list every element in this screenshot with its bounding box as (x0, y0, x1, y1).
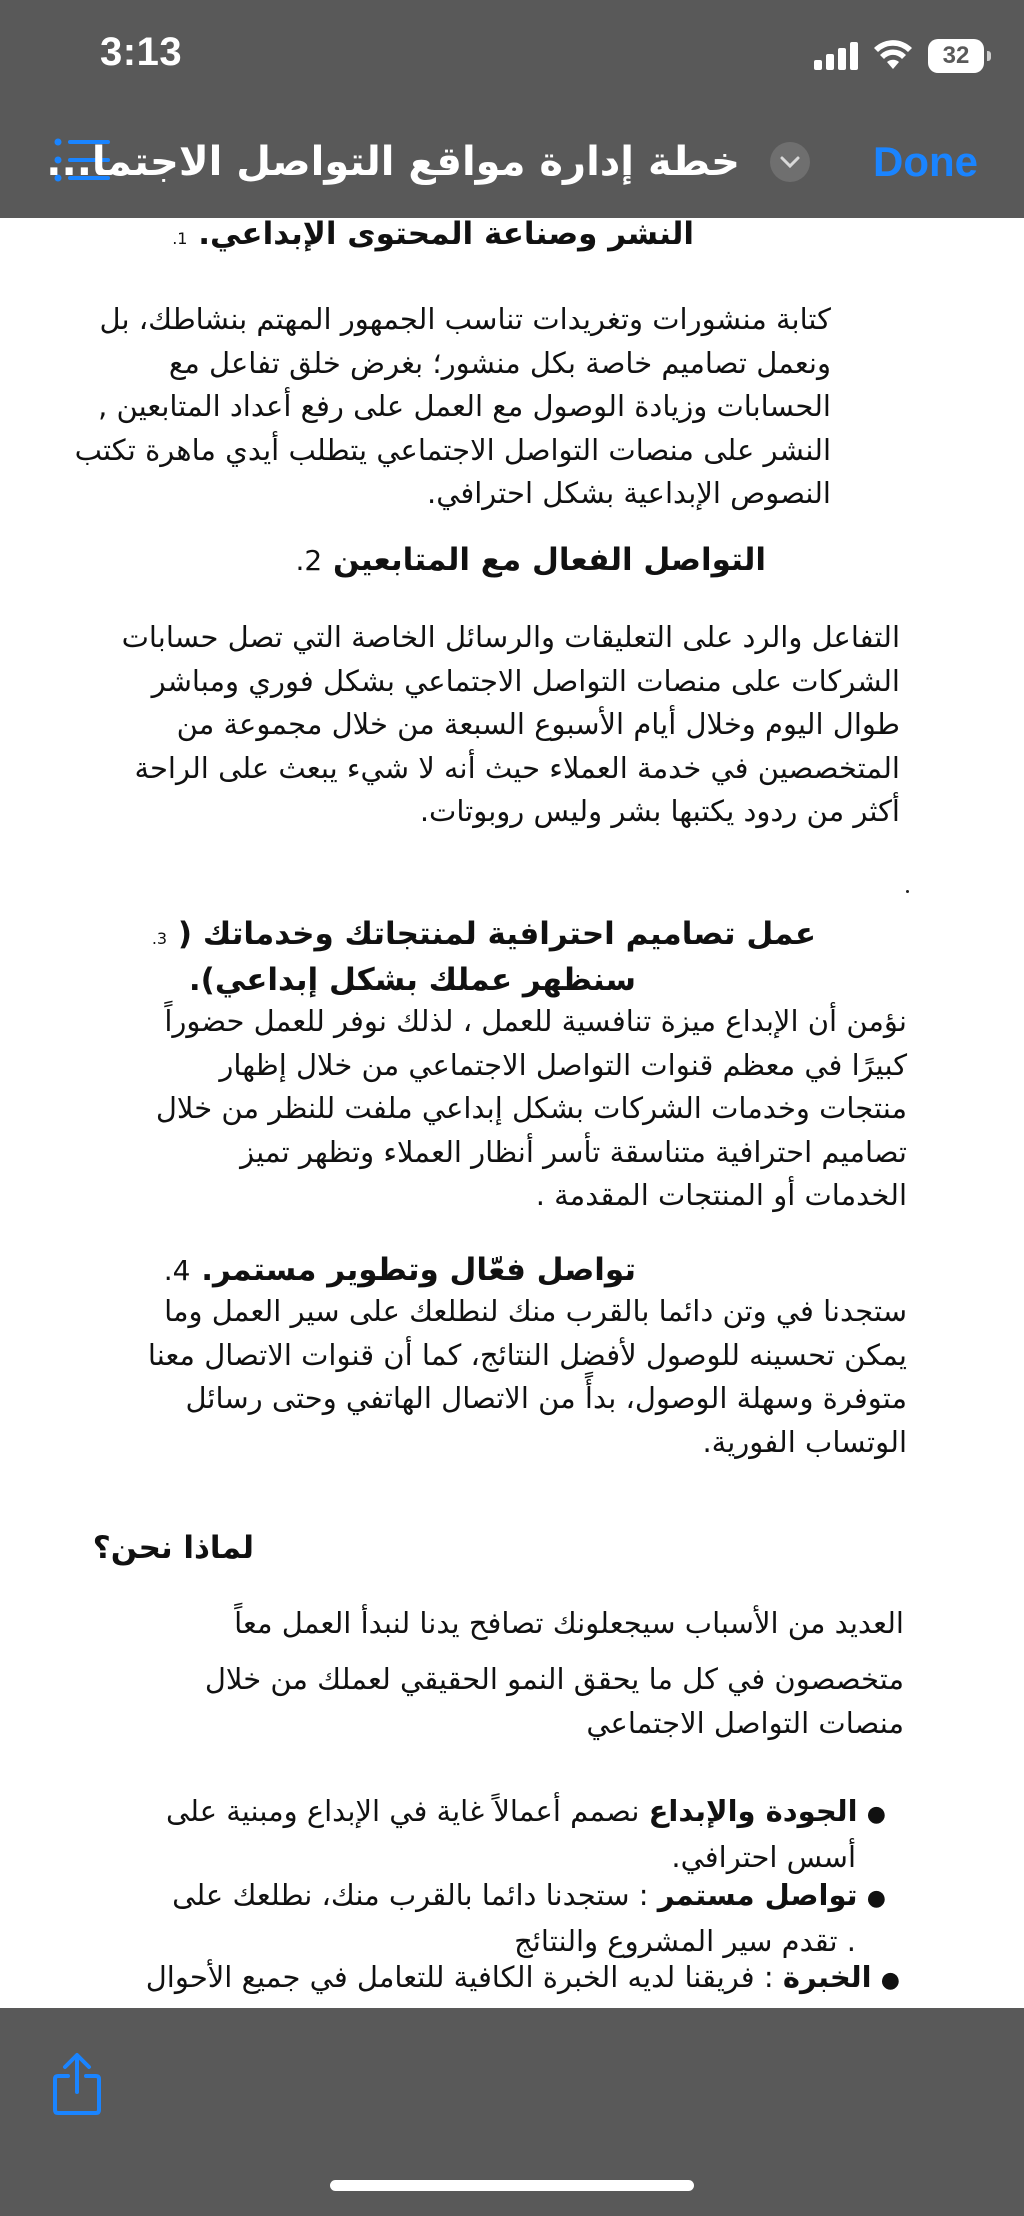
section-3-title: عمل تصاميم احترافية لمنتجاتك وخدماتك ( (177, 916, 816, 952)
bullet-title: الجودة والإبداع (648, 1794, 858, 1828)
paragraph-line: الوتساب الفورية. (702, 1424, 907, 1459)
chevron-down-icon (780, 155, 800, 169)
bullet-text: نصمم أعمالاً غاية في الإبداع ومبنية على (165, 1794, 649, 1828)
bullet-item-communication (172, 1874, 886, 1963)
bullet-item-quality (166, 1790, 886, 1879)
document-title[interactable]: خطة إدارة مواقع التواصل الاجتما... (46, 139, 740, 185)
paragraph-line: المتخصصين في خدمة العملاء حيث أنه لا شيء يبعث على الراحة (134, 750, 900, 785)
paragraph-line: ستجدنا في وتن دائما بالقرب منك لنطلعك على سير العمل وما (164, 1294, 907, 1328)
bullet-text: : فريقنا لديه الخبرة الكافية للتعامل في جميع الأحوال (145, 1960, 783, 1994)
paragraph-line: منتجات وخدمات الشركات بشكل إبداعي ملفت للنظر من خلال (155, 1091, 907, 1125)
done-button[interactable]: Done (873, 138, 978, 185)
section-4-paragraph (148, 1290, 907, 1464)
section-3-number: 3. (151, 929, 168, 948)
bullet-mark: ● (866, 1886, 886, 1911)
paragraph-line: تصاميم احترافية متناسقة تأسر أنظار العملاء وتظهر تميز (240, 1134, 907, 1169)
paragraph-line: الحسابات وزيادة الوصول مع العمل على رفع أعداد المتابعين , (98, 389, 831, 423)
paragraph-line: التفاعل والرد على التعليقات والرسائل الخاصة التي تصل حسابات (121, 620, 900, 654)
section-3-heading-line2: سنظهر عملك بشكل إبداعي). (188, 962, 636, 998)
bullet-mark: ● (880, 1968, 900, 1993)
paragraph-line: متوفرة وسهلة الوصول، بدأً من الاتصال الهاتفي وحتى رسائل (185, 1381, 907, 1415)
paragraph-line: أكثر من ردود يكتبها بشر وليس روبوتات. (419, 794, 900, 828)
paragraph-line: ونعمل تصاميم خاصة بكل منشور؛ بغرض خلق تفاعل مع (168, 345, 831, 380)
top-bar (0, 0, 1024, 218)
battery-indicator (928, 39, 984, 73)
section-3-paragraph (156, 1000, 907, 1218)
bullet-continuation: . تقدم سير المشروع والنتائج (514, 1924, 856, 1958)
paragraph-line: متخصصون في كل ما يحقق النمو الحقيقي لعملك من خلال (204, 1662, 904, 1696)
paragraph-line: النشر على منصات التواصل الاجتماعي يتطلب أيدي ماهرة تكتب (74, 432, 831, 467)
paragraph-line: الخدمات أو المنتجات المقدمة . (535, 1178, 907, 1212)
paragraph-line: كتابة منشورات وتغريدات تناسب الجمهور المهتم بنشاطك، بل (99, 302, 831, 336)
paragraph-line: منصات التواصل الاجتماعي (586, 1705, 904, 1740)
section-4-title: تواصل فعّال وتطوير مستمر. (201, 1252, 636, 1288)
share-icon[interactable] (52, 2052, 102, 2116)
title-menu-button[interactable] (770, 142, 810, 182)
section-2-number: 2. (295, 544, 323, 577)
why-us-heading: لماذا نحن؟ (92, 1530, 254, 1566)
paragraph-line: طوال اليوم وخلال أيام الأسبوع السبعة من خلال مجموعة من (176, 707, 900, 741)
bullet-title: الخبرة (782, 1960, 872, 1994)
section-1-paragraph (75, 298, 831, 516)
stray-dot (906, 890, 909, 893)
paragraph-line: الشركات على منصات التواصل الاجتماعي بشكل فوري ومباشر (151, 663, 900, 698)
bullet-title: تواصل مستمر (657, 1878, 858, 1912)
paragraph-line: النصوص الإبداعية بشكل احترافي. (426, 476, 831, 510)
status-time: 3:13 (100, 30, 183, 74)
section-4-heading (164, 1248, 636, 1293)
home-indicator[interactable] (330, 2180, 694, 2191)
section-2-paragraph (122, 616, 900, 834)
bullet-item-experience (146, 1956, 900, 2002)
bullet-continuation: أسس احترافي. (671, 1840, 856, 1874)
status-icons (814, 36, 984, 76)
section-2-title: التواصل الفعال مع المتابعين (332, 542, 766, 578)
battery-level: 32 (942, 42, 970, 69)
paragraph-line: كبيرًا في معظم قنوات التواصل الاجتماعي من خلال إظهار (219, 1047, 907, 1082)
paragraph-line: يمكن تحسينه للوصول لأفضل النتائج، كما أن قنوات الاتصال معنا (147, 1337, 907, 1372)
section-1-heading (172, 212, 694, 261)
why-us-intro: العديد من الأسباب سيجعلونك تصافح يدنا لنبدأ العمل معاً (234, 1606, 904, 1640)
section-1-number: 1. (172, 229, 188, 248)
paragraph-line: نؤمن أن الإبداع ميزة تنافسية للعمل ، لذلك نوفر للعمل حضوراً (164, 1004, 907, 1038)
section-3-heading (152, 912, 816, 961)
bullet-text: : ستجدنا دائما بالقرب منك، نطلعك على (172, 1878, 658, 1912)
section-4-number: 4. (163, 1254, 191, 1287)
document-viewer[interactable] (0, 218, 1024, 2008)
section-2-heading (295, 538, 766, 583)
signal-icon (814, 42, 858, 70)
why-us-paragraph (205, 1658, 904, 1745)
wifi-icon (874, 41, 912, 71)
bullet-mark: ● (866, 1802, 886, 1827)
section-1-title: النشر وصناعة المحتوى الإبداعي. (198, 216, 694, 252)
